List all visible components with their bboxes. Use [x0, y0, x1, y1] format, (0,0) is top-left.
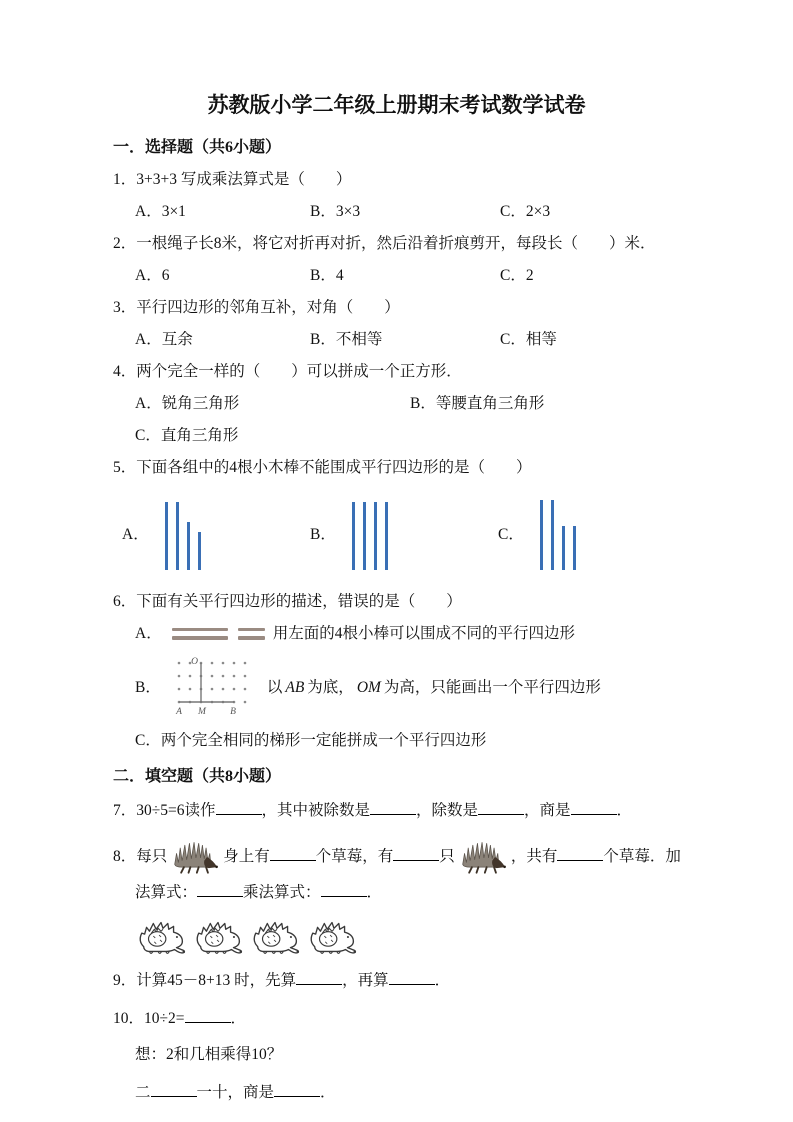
- q1-option-c: C．2×3: [500, 203, 551, 220]
- question-4-text: 4．两个完全一样的（ ）可以拼成一个正方形．: [113, 363, 462, 380]
- sticks-image-b: [352, 498, 388, 570]
- hedgehog-photo-icon: [459, 837, 507, 877]
- question-5-text: 5．下面各组中的4根小木棒不能围成平行四边形的是（ ）: [113, 459, 532, 476]
- section1-heading: 一．选择题（共6小题）: [113, 139, 282, 156]
- question-10-think: 想：2和几相乘得10？: [135, 1046, 283, 1064]
- page-title: 苏教版小学二年级上册期末考试数学试卷: [207, 93, 586, 117]
- question-8-hedgehog-row: [135, 915, 698, 959]
- q6-option-b-text: 以 AB 为底， OM 为高，只能画出一个平行四边形: [266, 678, 601, 696]
- sticks-image-a: [165, 498, 201, 570]
- question-7-text: 7．30÷5=6读作 ，其中被除数是 ，除数是 ，商是 ．: [113, 799, 698, 820]
- answer-blank: [274, 1081, 320, 1097]
- q6-label-a: A．: [135, 625, 162, 642]
- grid-label-m: M: [197, 707, 206, 717]
- dot-grid-image: [171, 655, 257, 719]
- hedgehog-strawberry-icon: [192, 915, 246, 959]
- question-5-images: [122, 490, 698, 578]
- q6-option-c: C．两个完全相同的梯形一定能拼成一个平行四边形: [135, 732, 487, 749]
- q2-option-b: B．4: [310, 267, 344, 284]
- horizontal-sticks-image: [172, 628, 265, 640]
- answer-blank: [370, 799, 416, 815]
- answer-blank: [571, 799, 617, 815]
- question-2-options: [135, 266, 698, 285]
- question-8-text-line2: 法算式： 乘法算式： ．: [135, 881, 698, 902]
- question-6-text: 6．下面有关平行四边形的描述，错误的是（ ）: [113, 593, 462, 610]
- answer-blank: [393, 845, 439, 861]
- question-3-text: 3．平行四边形的邻角互补，对角（ ）: [113, 299, 400, 316]
- question-9-text: 9．计算45－8+13 时，先算 ，再算 ．: [113, 969, 698, 990]
- question-10-line3: 二 一十，商是 ．: [135, 1081, 698, 1102]
- q4-option-a: A．锐角三角形: [135, 395, 240, 412]
- hedgehog-photo-icon: [171, 837, 219, 877]
- q2-option-a: A．6: [135, 267, 170, 284]
- answer-blank: [197, 881, 243, 897]
- q5-image-label-b: B．: [310, 525, 336, 543]
- q1-option-b: B．3×3: [310, 203, 361, 220]
- answer-blank: [557, 845, 603, 861]
- q4-option-b: B．等腰直角三角形: [410, 395, 545, 412]
- answer-blank: [389, 969, 435, 985]
- q3-option-b: B．不相等: [310, 331, 383, 348]
- question-4-options-ab: [135, 394, 698, 413]
- grid-label-a: A: [175, 707, 182, 717]
- q3-option-c: C．相等: [500, 331, 557, 348]
- q4-option-c: C．直角三角形: [135, 427, 239, 444]
- question-8-text-line1: 8．每只 身上有 个草莓，有 只 ，共有 个草莓．加: [113, 837, 698, 877]
- q6-label-b: B．: [135, 678, 161, 696]
- hedgehog-strawberry-icon: [306, 915, 360, 959]
- question-2-text: 2．一根绳子长8米，将它对折再对折，然后沿着折痕剪开，每段长（ ）米．: [113, 235, 656, 252]
- hedgehog-strawberry-icon: [135, 915, 189, 959]
- hedgehog-strawberry-icon: [249, 915, 303, 959]
- answer-blank: [270, 845, 316, 861]
- answer-blank: [321, 881, 367, 897]
- q2-option-c: C．2: [500, 267, 534, 284]
- q6-option-b: [135, 655, 698, 719]
- q3-option-a: A．互余: [135, 331, 193, 348]
- question-10-text: 10．10÷2= ．: [113, 1007, 698, 1028]
- section2-heading: 二．填空题（共8小题）: [113, 768, 282, 785]
- answer-blank: [216, 799, 262, 815]
- answer-blank: [478, 799, 524, 815]
- grid-label-o: O: [190, 657, 198, 667]
- q1-option-a: A．3×1: [135, 203, 186, 220]
- sticks-image-c: [540, 498, 576, 570]
- grid-label-b: B: [229, 707, 236, 717]
- q6-option-a: [135, 624, 698, 643]
- question-3-options: [135, 330, 698, 349]
- q5-image-label-c: C．: [498, 525, 524, 543]
- answer-blank: [296, 969, 342, 985]
- question-1-options: [135, 202, 698, 221]
- answer-blank: [185, 1007, 231, 1023]
- q5-image-label-a: A．: [122, 525, 149, 543]
- question-1-text: 1．3+3+3 写成乘法算式是（ ）: [113, 171, 352, 188]
- answer-blank: [151, 1081, 197, 1097]
- q6-option-a-text: 用左面的4根小棒可以围成不同的平行四边形: [272, 625, 575, 642]
